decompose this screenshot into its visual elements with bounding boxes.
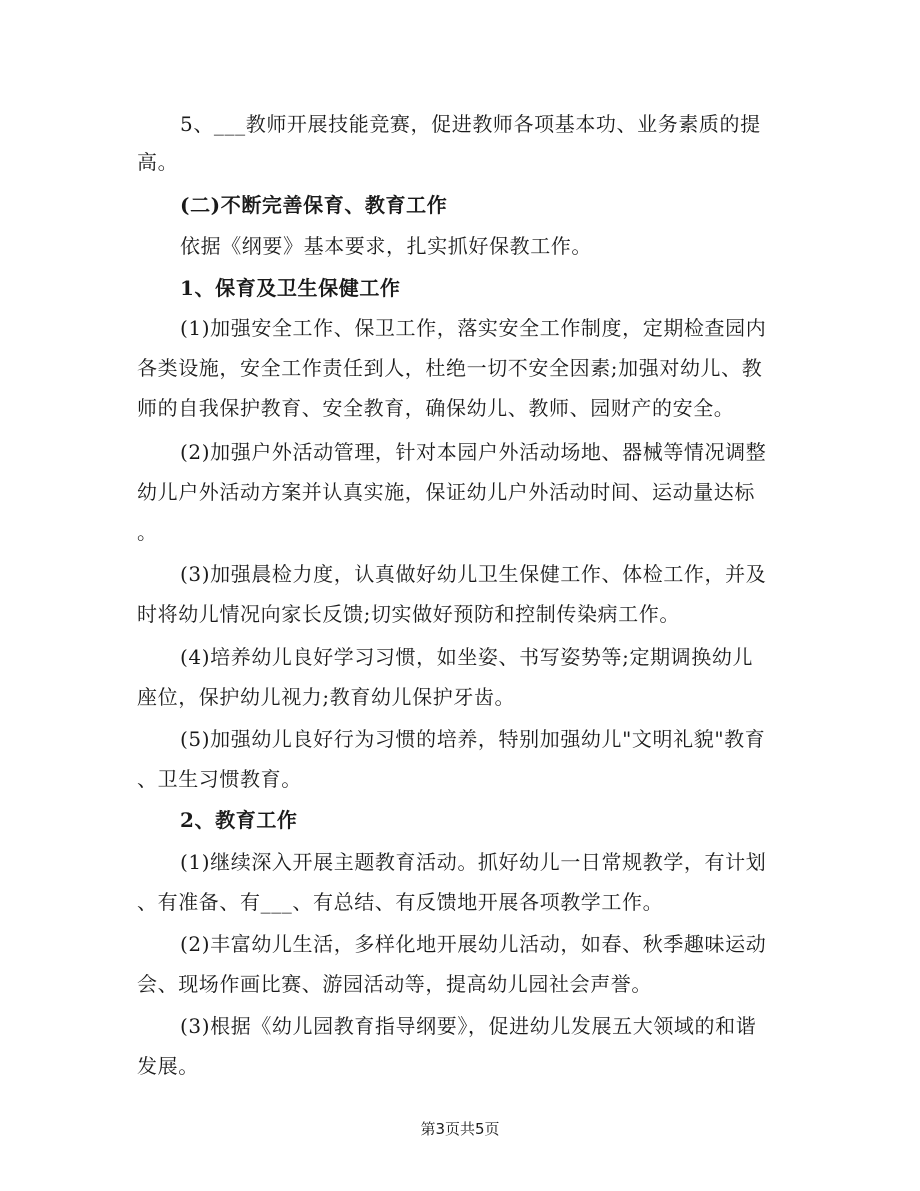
page-number: 第3页共5页 (420, 1120, 500, 1138)
paragraph-line: (2)加强户外活动管理，针对本园户外活动场地、器械等情况调整 (180, 440, 767, 464)
paragraph-line: 、卫生习惯教育。 (137, 767, 302, 791)
paragraph-line: 师的自我保护教育、安全教育，确保幼儿、教师、园财产的安全。 (137, 396, 735, 420)
paragraph-line: 座位，保护幼儿视力;教育幼儿保护牙齿。 (137, 685, 516, 709)
paragraph-line: 各类设施，安全工作责任到人，杜绝一切不安全因素;加强对幼儿、教 (137, 356, 763, 380)
paragraph-line: 会、现场作画比赛、游园活动等，提高幼儿园社会声誉。 (137, 972, 652, 996)
paragraph-line: (2)丰富幼儿生活，多样化地开展幼儿活动，如春、秋季趣味运动 (180, 932, 767, 956)
paragraph-line: 发展。 (137, 1054, 199, 1078)
paragraph-line: 幼儿户外活动方案并认真实施，保证幼儿户外活动时间、运动量达标 (137, 480, 755, 504)
subsection-heading: 2、教育工作 (180, 808, 298, 832)
paragraph-line: (4)培养幼儿良好学习习惯，如坐姿、书写姿势等;定期调换幼儿 (180, 645, 754, 669)
paragraph-line: 。 (137, 520, 158, 544)
paragraph-line: (5)加强幼儿良好行为习惯的培养，特别加强幼儿"文明礼貌"教育 (180, 727, 766, 751)
paragraph-line: 、有准备、有___、有总结、有反馈地开展各项教学工作。 (137, 890, 664, 914)
paragraph-line: (3)根据《幼儿园教育指导纲要》，促进幼儿发展五大领域的和谐 (180, 1014, 757, 1038)
paragraph-line: 依据《纲要》基本要求，扎实抓好保教工作。 (180, 234, 592, 258)
paragraph-line: 高。 (137, 150, 179, 174)
subsection-heading: 1、保育及卫生保健工作 (180, 276, 401, 300)
paragraph-line: 5、___教师开展技能竞赛，促进教师各项基本功、业务素质的提 (180, 112, 761, 136)
paragraph-line: 时将幼儿情况向家长反馈;切实做好预防和控制传染病工作。 (137, 602, 680, 626)
section-heading: (二)不断完善保育、教育工作 (180, 193, 448, 217)
paragraph-line: (3)加强晨检力度，认真做好幼儿卫生保健工作、体检工作，并及 (180, 562, 767, 586)
paragraph-line: (1)继续深入开展主题教育活动。抓好幼儿一日常规教学，有计划 (180, 850, 767, 874)
paragraph-line: (1)加强安全工作、保卫工作，落实安全工作制度，定期检查园内 (180, 316, 767, 340)
